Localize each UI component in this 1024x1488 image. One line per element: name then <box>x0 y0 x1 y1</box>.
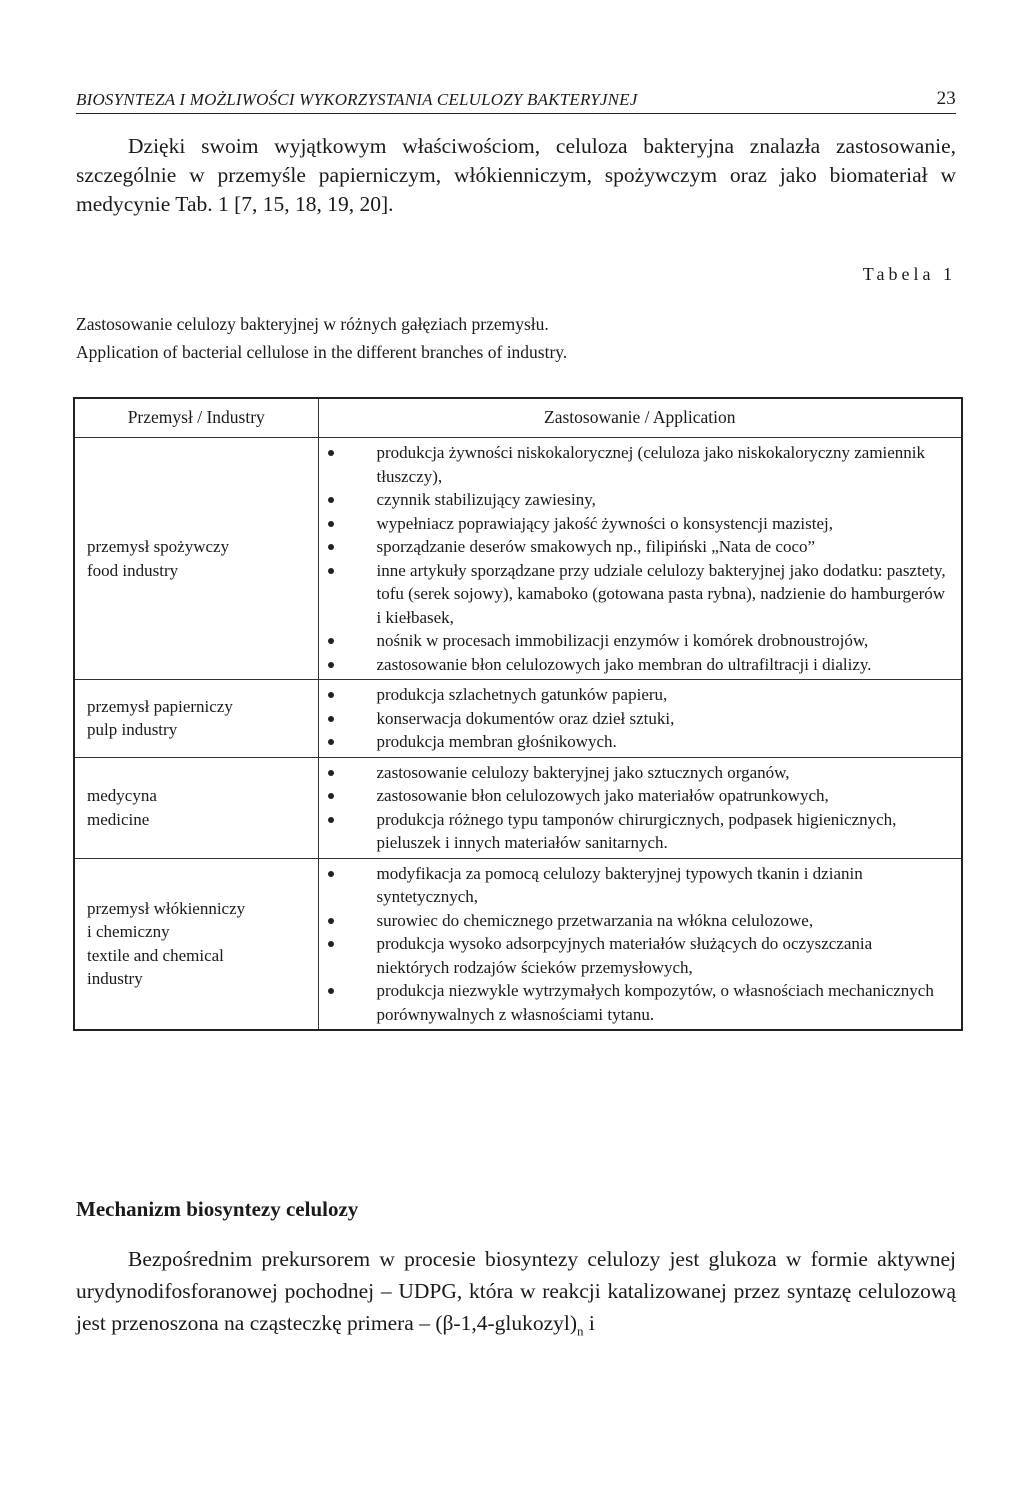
application-item: produkcja szlachetnych gatunków papieru, <box>325 683 948 707</box>
application-item: produkcja żywności niskokalorycznej (celuloza jako niskokaloryczny zamiennik tłuszczy), <box>325 441 948 488</box>
application-item: produkcja różnego typu tamponów chirurgicznych, podpasek higienicznych, pieluszek i innych materiałów sanitarnych. <box>325 808 948 855</box>
table-caption-pl: Zastosowanie celulozy bakteryjnej w różnych gałęziach przemysłu. <box>76 314 549 334</box>
industry-cell <box>74 858 318 1030</box>
section-paragraph <box>76 1243 956 1347</box>
industry-cell <box>74 438 318 680</box>
application-item: produkcja niezwykle wytrzymałych kompozytów, o własnościach mechanicznych porównywalnych z własnościami tytanu. <box>325 979 948 1026</box>
application-item: produkcja wysoko adsorpcyjnych materiałów służących do oczyszczania niektórych rodzajów ścieków przemysłowych, <box>325 932 948 979</box>
application-item: modyfikacja za pomocą celulozy bakteryjnej typowych tkanin i dzianin syntetycznych, <box>325 862 948 909</box>
industry-name-pl: przemysł papierniczy <box>87 696 233 716</box>
running-title: BIOSYNTEZA I MOŻLIWOŚCI WYKORZYSTANIA CELULOZY BAKTERYJNEJ <box>76 90 638 109</box>
table-header-row <box>74 398 962 438</box>
column-header-industry: Przemysł / Industry <box>74 398 318 438</box>
industry-name-pl: medycyna <box>87 786 157 805</box>
application-item: wypełniacz poprawiający jakość żywności o konsystencji mazistej, <box>325 512 948 536</box>
application-item: czynnik stabilizujący zawiesiny, <box>325 488 948 512</box>
column-header-application: Zastosowanie / Application <box>318 398 962 438</box>
industry-name-pl: przemysł spożywczy <box>87 537 230 556</box>
running-header <box>76 88 956 114</box>
table-row-textile <box>74 858 962 1030</box>
section-paragraph-tail: i <box>583 1311 595 1335</box>
subscript-n: n <box>577 1323 584 1339</box>
table-row-medicine <box>74 757 962 858</box>
table-label: Tabela 1 <box>862 264 956 284</box>
application-item: produkcja membran głośnikowych. <box>325 730 948 754</box>
application-cell <box>318 757 962 858</box>
industry-cell <box>74 680 318 758</box>
industry-cell <box>74 757 318 858</box>
application-item: inne artykuły sporządzane przy udziale celulozy bakteryjnej jako dodatku: pasztety, tofu (serek sojowy), kamaboko (gotowana pasta rybna), nadzienie do hamburgerów i kiełbasek, <box>325 559 948 630</box>
application-item: sporządzanie deserów smakowych np., filipiński „Nata de coco” <box>325 535 948 559</box>
industry-name-en: pulp industry <box>87 720 178 740</box>
application-item: nośnik w procesach immobilizacji enzymów i komórek drobnoustrojów, <box>325 629 948 653</box>
application-cell <box>318 858 962 1030</box>
intro-paragraph: Dzięki swoim wyjątkowym właściwościom, celuloza bakteryjna znalazła zastosowanie, szczególnie w przemyśle papierniczym, włókienniczym, spożywczym oraz jako biomateriał w medycynie Tab. 1 [7, 15, 18, 19, 20]. <box>76 134 956 216</box>
page-number: 23 <box>936 88 956 109</box>
table-row-food <box>74 438 962 680</box>
section-heading: Mechanizm biosyntezy celulozy <box>76 1197 359 1221</box>
application-cell <box>318 438 962 680</box>
application-item: zastosowanie celulozy bakteryjnej jako sztucznych organów, <box>325 761 948 785</box>
application-item: zastosowanie błon celulozowych jako materiałów opatrunkowych, <box>325 784 948 808</box>
application-item: zastosowanie błon celulozowych jako membran do ultrafiltracji i dializy. <box>325 653 948 677</box>
industry-name-pl-2: i chemiczny <box>87 922 170 942</box>
application-cell <box>318 680 962 758</box>
application-item: konserwacja dokumentów oraz dzieł sztuki, <box>325 707 948 731</box>
table-caption-en: Application of bacterial cellulose in the different branches of industry. <box>76 342 568 362</box>
table-row-pulp <box>74 680 962 758</box>
industry-name-en-2: industry <box>87 969 143 989</box>
applications-table <box>73 397 963 1031</box>
application-item: surowiec do chemicznego przetwarzania na włókna celulozowe, <box>325 909 948 933</box>
section-paragraph-text: Bezpośrednim prekursorem w procesie biosyntezy celulozy jest glukoza w formie aktywnej urydynodifosforanowej pochodnej – UDPG, która w reakcji katalizowanej przez syntazę celulozową jest przenoszona na cząsteczkę primera – (β-1,4-glukozyl) <box>76 1247 956 1335</box>
industry-name-en: textile and chemical <box>87 945 224 965</box>
industry-name-en: food industry <box>87 560 179 580</box>
industry-name-pl: przemysł włókienniczy <box>87 898 246 918</box>
industry-name-en: medicine <box>87 809 150 829</box>
